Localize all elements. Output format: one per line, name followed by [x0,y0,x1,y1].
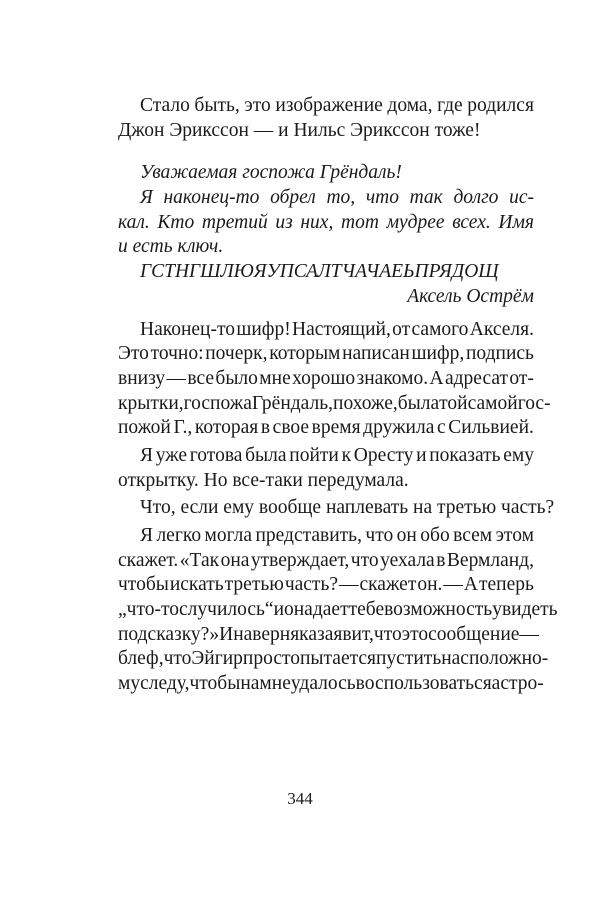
text-line [118,524,534,549]
word: передумала. [307,469,409,491]
word: наконец-то [163,187,260,209]
word: от [392,318,411,340]
word: почерк, [205,343,268,365]
book-page-text [118,94,558,697]
word: она [284,599,313,621]
word: Эйгир [191,648,243,670]
word: знакомо. [356,367,429,389]
word: му [118,673,141,695]
word: готова [189,444,243,466]
word: хорошо [292,367,356,389]
word: уехала [380,549,435,571]
letter-line [118,211,534,236]
word: похоже, [333,392,398,414]
word: — [338,574,359,596]
word: Стало [140,95,190,116]
word: ему [503,444,534,466]
word: родился [467,95,534,116]
word: пойти [289,444,339,466]
word: была [397,392,440,414]
word: возможность [384,599,493,621]
word: этом [495,525,534,546]
word: что [373,623,402,645]
word: и [118,236,133,258]
word: это [244,95,271,116]
word: обрел [270,187,316,209]
word: обо [420,525,450,546]
word: Грёндаль, [251,392,334,414]
word: самой [467,392,518,414]
word: искать [169,574,224,596]
word: пожой [118,417,171,439]
word: ложно- [489,648,549,670]
word: свое [272,417,310,439]
word: Я [140,525,154,546]
signature-text: Аксель Острём [407,285,534,307]
word: которая [194,417,259,439]
word: них, [300,211,334,233]
word: заявит, [317,623,374,645]
word: адресат [444,367,509,389]
word: на [413,497,437,519]
text-line [118,119,534,144]
word: что [365,525,394,546]
text-line [118,623,539,648]
text-line [118,416,534,441]
word: госпожа [242,162,320,184]
word: подпись [465,343,534,365]
text-line [118,367,534,392]
word: по [468,648,490,670]
letter-line [118,235,534,260]
text-line [118,598,558,623]
word: самого [411,318,469,340]
text-line [118,647,549,672]
word: ключ. [177,236,224,258]
word: уже [155,444,188,466]
word: точно: [150,343,204,365]
word: часть? [501,497,555,519]
word: есть [132,236,178,258]
word: так [409,187,443,209]
text-line [118,672,544,697]
word: он. [417,574,443,596]
word: часть? [284,574,338,596]
word: — [443,574,463,596]
word: показать [429,444,501,466]
word: Уважаемая [140,162,243,184]
word: изображение [275,95,383,116]
word: просто [242,648,300,670]
word: и [278,119,294,141]
word: воспользоваться [355,673,492,695]
word: подсказку?» [118,623,220,645]
word: тебе [348,599,385,621]
word: наплевать [325,497,414,519]
word: не [271,673,291,695]
word: Вермланд, [446,549,534,571]
word: быть, [194,95,240,116]
letter-line [118,186,534,211]
word: гос- [517,392,551,414]
word: наверняка [233,623,318,645]
word: Что, [140,497,181,519]
word: с [436,417,446,439]
page-number: 344 [287,789,313,808]
word: тоже! [434,119,481,141]
text-line [118,342,534,367]
word: чтобы [189,673,241,695]
word: могла [204,525,252,546]
word: написан [342,343,410,365]
letter-cipher [118,260,534,285]
word: легко [156,525,202,546]
word: — [253,119,279,141]
word: что [163,648,192,670]
word: третий [201,211,268,233]
word: если [180,497,224,519]
word: дает [312,599,349,621]
word: пытается [300,648,376,670]
word: астро- [491,673,544,695]
word: скажет [359,574,417,596]
word: Эрикссон [169,119,254,141]
word: нас [441,648,469,670]
text-line [118,318,534,343]
word: ему [223,497,259,519]
word: третью [224,574,284,596]
word: Я [140,444,154,466]
word: Г., [173,417,193,439]
word: „что-то [118,599,179,621]
word: Настоящий, [292,318,391,340]
word: было [215,367,258,389]
word: из [275,211,293,233]
word: была [245,444,287,466]
word: — [519,623,539,645]
word: ис- [509,187,534,209]
word: кал. [118,211,150,233]
word: скажет. [118,549,179,571]
word: в [436,549,446,571]
word: — [166,367,186,389]
word: то, [326,187,356,209]
word: дружила [363,417,435,439]
word: третью [436,497,502,519]
word: госпожа [183,392,252,414]
word: Эрикссон [350,119,435,141]
word: теперь [478,574,534,596]
word: Я [140,187,153,209]
word: следу, [140,673,190,695]
word: к [341,444,352,466]
word: ГСТНГШЛЮЯУПСАЛТЧАЧАЕЬПРЯДОЩ [140,261,499,283]
word: Кто [157,211,195,233]
word: дома, [387,95,433,116]
text-line [118,469,534,494]
word: от- [509,367,534,389]
word: где [437,95,463,116]
word: чтобы [118,574,169,596]
word: «Так [179,549,220,571]
word: это [401,623,429,645]
word: всем [453,525,493,546]
word: представить, [255,525,362,546]
text-line [118,392,551,417]
word: Оресту [353,444,414,466]
word: нам [240,673,272,695]
text-line [118,549,534,574]
word: тот [340,211,379,233]
word: шифр, [411,343,465,365]
word: увидеть [492,599,558,621]
word: Сильвией. [448,417,534,439]
word: крытки, [118,392,184,414]
word: Имя [498,211,534,233]
text-line [118,496,555,521]
word: она [220,549,250,571]
word: А [463,574,478,596]
word: шифр! [236,318,291,340]
word: все [187,367,215,389]
text-line [118,444,534,469]
letter-signature [118,285,534,310]
word: Акселя. [469,318,534,340]
word: он [396,525,417,546]
word: удалось [290,673,356,695]
word: блеф, [118,648,164,670]
word: и [273,599,284,621]
word: А [429,367,444,389]
word: долго [453,187,499,209]
text-line [118,94,534,119]
word: Это [118,343,149,365]
word: случилось“ [179,599,274,621]
word: вообще [258,497,326,519]
word: той [439,392,468,414]
word: пустить [376,648,442,670]
word: Грёндаль! [319,162,402,184]
word: мне [259,367,291,389]
word: в [260,417,271,439]
word: всех. [452,211,491,233]
word: что [350,549,379,571]
word: сообщение [428,623,520,645]
word: мудрее [386,211,445,233]
word: время [311,417,361,439]
word: Джон [118,119,170,141]
word: утверждает, [250,549,350,571]
word: внизу [118,367,166,389]
word: все-таки [232,469,308,491]
word: И [219,623,234,645]
letter-salutation [118,161,534,186]
text-line [118,573,534,598]
word: открытку. [118,469,204,491]
word: Нильс [293,119,351,141]
word: и [416,444,427,466]
word: Наконец-то [140,318,236,340]
word: которым [269,343,341,365]
word: Но [203,469,233,491]
word: что [365,187,399,209]
